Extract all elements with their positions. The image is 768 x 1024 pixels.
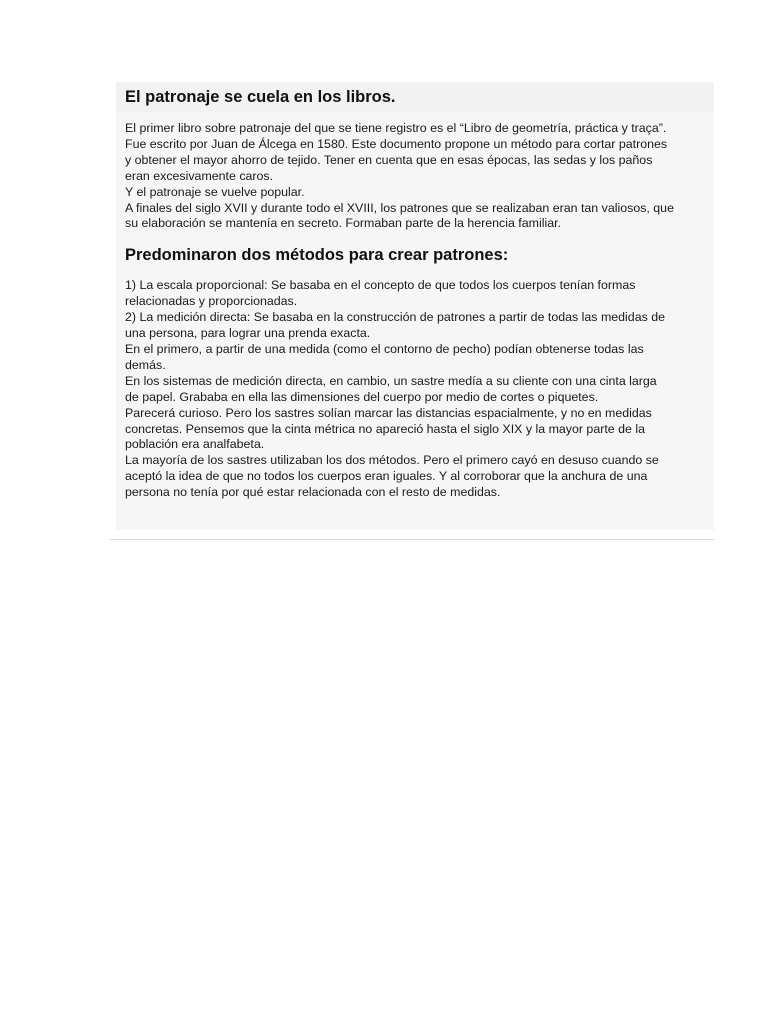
section2-line: relacionadas y proporcionadas. [125,294,298,309]
section2-line: En el primero, a partir de una medida (como el contorno de pecho) podían obtenerse todas las [125,341,644,356]
section1-line: Fue escrito por Juan de Álcega en 1580. Este documento propone un método para cortar patrones [125,136,668,151]
section1-line: A finales del siglo XVII y durante todo el XVIII, los patrones que se realizaban eran tan valiosos, que [125,200,674,215]
section2-line: aceptó la idea de que no todos los cuerpos eran iguales. Y al corroborar que la anchura de una [125,469,648,484]
section2-line: Parecerá curioso. Pero los sastres solían marcar las distancias espacialmente, y no en medidas [125,405,652,420]
section2-line: población era analfabeta. [125,437,265,452]
section2-line: 1) La escala proporcional: Se basaba en el concepto de que todos los cuerpos tenían formas [125,278,636,293]
section1-line: eran excesivamente caros. [125,168,274,183]
section1-line: y obtener el mayor ahorro de tejido. Tener en cuenta que en esas épocas, las sedas y los paños [125,152,653,167]
section2-line: de papel. Grababa en ella las dimensiones del cuerpo por medio de cortes o piquetes. [125,389,599,404]
section2-heading: Predominaron dos métodos para crear patrones: [125,246,509,265]
section1-line: El primer libro sobre patronaje del que se tiene registro es el “Libro de geometría, práctica y traça”. [125,121,667,135]
section2-line: 2) La medición directa: Se basaba en la construcción de patrones a partir de todas las medidas de [125,310,666,325]
document-content [125,86,715,501]
page-divider [110,539,714,540]
section2-line: persona no tenía por qué estar relacionada con el resto de medidas. [125,485,501,500]
section2-line: concretas. Pensemos que la cinta métrica no apareció hasta el siglo XIX y la mayor parte de la [125,421,645,436]
section2-line: En los sistemas de medición directa, en cambio, un sastre medía a su cliente con una cinta larga [125,373,657,388]
section1-body [125,121,715,232]
section1-line: su elaboración se mantenía en secreto. Formaban parte de la herencia familiar. [125,216,561,231]
section2-line: una persona, para lograr una prenda exacta. [125,326,371,341]
section2-line: La mayoría de los sastres utilizaban los dos métodos. Pero el primero cayó en desuso cuando se [125,453,659,468]
section1-heading: El patronaje se cuela en los libros. [125,88,396,106]
section1-line: Y el patronaje se vuelve popular. [125,184,305,199]
section2-line: demás. [125,357,166,372]
section2-body [125,278,715,501]
